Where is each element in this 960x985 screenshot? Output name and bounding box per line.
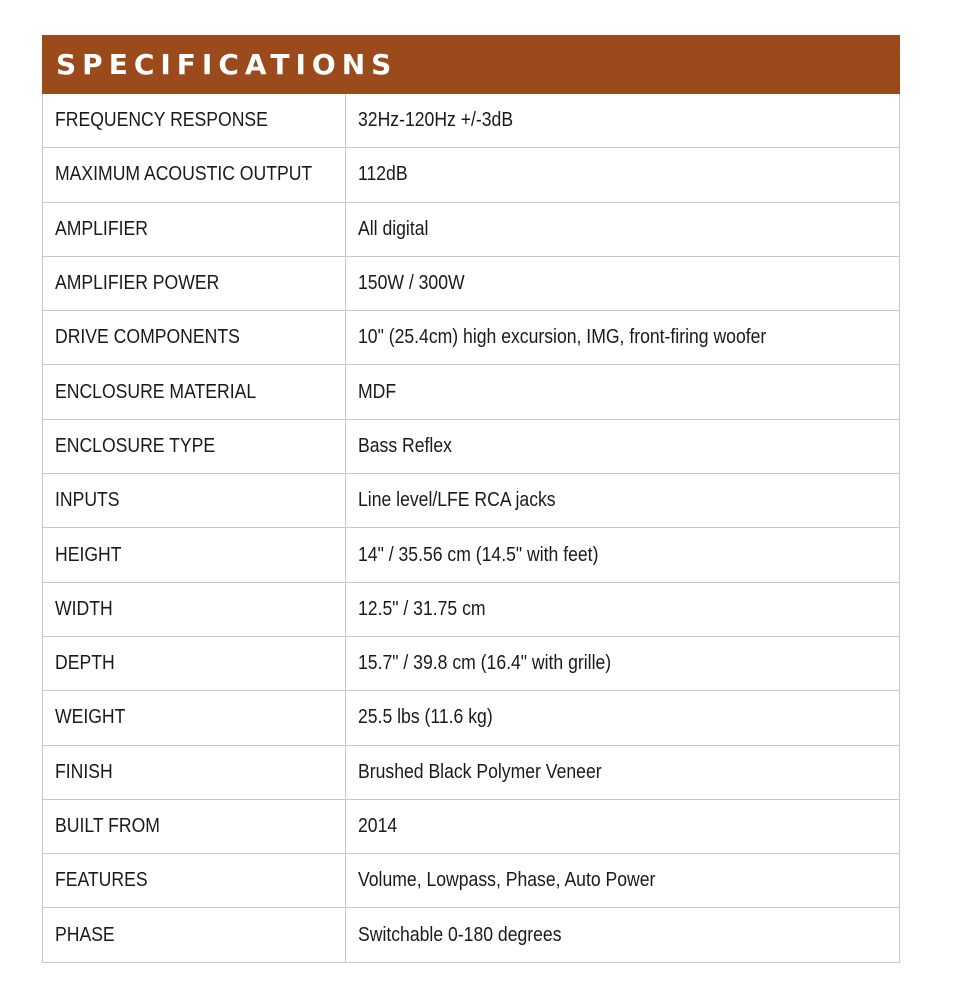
- spec-value-cell: [346, 420, 899, 473]
- spec-label: FINISH: [55, 760, 113, 783]
- spec-label-cell: [43, 691, 346, 744]
- spec-label-cell: [43, 257, 346, 310]
- spec-label: HEIGHT: [55, 543, 122, 566]
- spec-row: [43, 637, 899, 691]
- spec-label: PHASE: [55, 923, 115, 946]
- spec-label: FREQUENCY RESPONSE: [55, 109, 268, 132]
- spec-value-cell: [346, 854, 899, 907]
- spec-label: DEPTH: [55, 652, 115, 675]
- spec-label-cell: [43, 203, 346, 256]
- spec-value: All digital: [358, 217, 429, 240]
- spec-value-cell: [346, 94, 899, 147]
- spec-value: 112dB: [358, 163, 408, 186]
- spec-row: [43, 746, 899, 800]
- spec-row: [43, 474, 899, 528]
- spec-label-cell: [43, 420, 346, 473]
- spec-row: [43, 257, 899, 311]
- spec-label-cell: [43, 854, 346, 907]
- spec-value: Line level/LFE RCA jacks: [358, 489, 556, 512]
- spec-value-cell: [346, 691, 899, 744]
- spec-label: WIDTH: [55, 597, 113, 620]
- spec-value-cell: [346, 800, 899, 853]
- spec-value-cell: [346, 257, 899, 310]
- spec-value-cell: [346, 474, 899, 527]
- spec-value-cell: [346, 311, 899, 364]
- spec-row: [43, 691, 899, 745]
- spec-value: 2014: [358, 815, 398, 837]
- spec-label-cell: [43, 148, 346, 201]
- spec-row: [43, 311, 899, 365]
- spec-label: INPUTS: [55, 489, 120, 512]
- spec-value-cell: [346, 583, 899, 636]
- spec-row: [43, 854, 899, 908]
- spec-value: 150W / 300W: [358, 272, 465, 295]
- spec-label-cell: [43, 528, 346, 581]
- spec-value: 14" / 35.56 cm (14.5" with feet): [358, 543, 599, 566]
- spec-label-cell: [43, 800, 346, 853]
- spec-row: [43, 203, 899, 257]
- spec-value-cell: [346, 365, 899, 418]
- spec-label: BUILT FROM: [55, 815, 160, 837]
- spec-label: WEIGHT: [55, 706, 126, 729]
- spec-value: 10" (25.4cm) high excursion, IMG, front-firing woofer: [358, 326, 767, 349]
- spec-value: 12.5" / 31.75 cm: [358, 597, 486, 620]
- spec-row: [43, 94, 899, 148]
- spec-label-cell: [43, 311, 346, 364]
- spec-label: ENCLOSURE TYPE: [55, 434, 216, 457]
- spec-label: MAXIMUM ACOUSTIC OUTPUT: [55, 163, 313, 186]
- spec-value: 15.7" / 39.8 cm (16.4" with grille): [358, 652, 612, 675]
- spec-label: AMPLIFIER: [55, 217, 148, 240]
- spec-table: [42, 94, 900, 963]
- spec-value-cell: [346, 203, 899, 256]
- spec-label: AMPLIFIER POWER: [55, 272, 220, 295]
- spec-label: DRIVE COMPONENTS: [55, 326, 240, 349]
- spec-value: Volume, Lowpass, Phase, Auto Power: [358, 869, 656, 892]
- spec-value-cell: [346, 148, 899, 201]
- spec-row: [43, 908, 899, 962]
- spec-row: [43, 583, 899, 637]
- spec-value-cell: [346, 908, 899, 961]
- spec-label: FEATURES: [55, 869, 148, 892]
- spec-row: [43, 420, 899, 474]
- spec-value-cell: [346, 637, 899, 690]
- spec-label-cell: [43, 637, 346, 690]
- spec-row: [43, 365, 899, 419]
- spec-row: [43, 800, 899, 854]
- spec-row: [43, 528, 899, 582]
- spec-value: Brushed Black Polymer Veneer: [358, 760, 602, 783]
- spec-value: MDF: [358, 380, 397, 403]
- spec-label-cell: [43, 474, 346, 527]
- spec-label: ENCLOSURE MATERIAL: [55, 380, 257, 403]
- spec-header-bar: [42, 35, 900, 94]
- spec-value-cell: [346, 528, 899, 581]
- spec-label-cell: [43, 908, 346, 961]
- spec-value: 25.5 lbs (11.6 kg): [358, 706, 493, 729]
- spec-label-cell: [43, 746, 346, 799]
- spec-value: 32Hz-120Hz +/-3dB: [358, 109, 514, 132]
- spec-value-cell: [346, 746, 899, 799]
- spec-value: Switchable 0-180 degrees: [358, 923, 562, 946]
- spec-row: [43, 148, 899, 202]
- spec-value: Bass Reflex: [358, 434, 452, 457]
- spec-label-cell: [43, 94, 346, 147]
- spec-label-cell: [43, 583, 346, 636]
- spec-title: SPECIFICATIONS: [42, 35, 900, 94]
- spec-label-cell: [43, 365, 346, 418]
